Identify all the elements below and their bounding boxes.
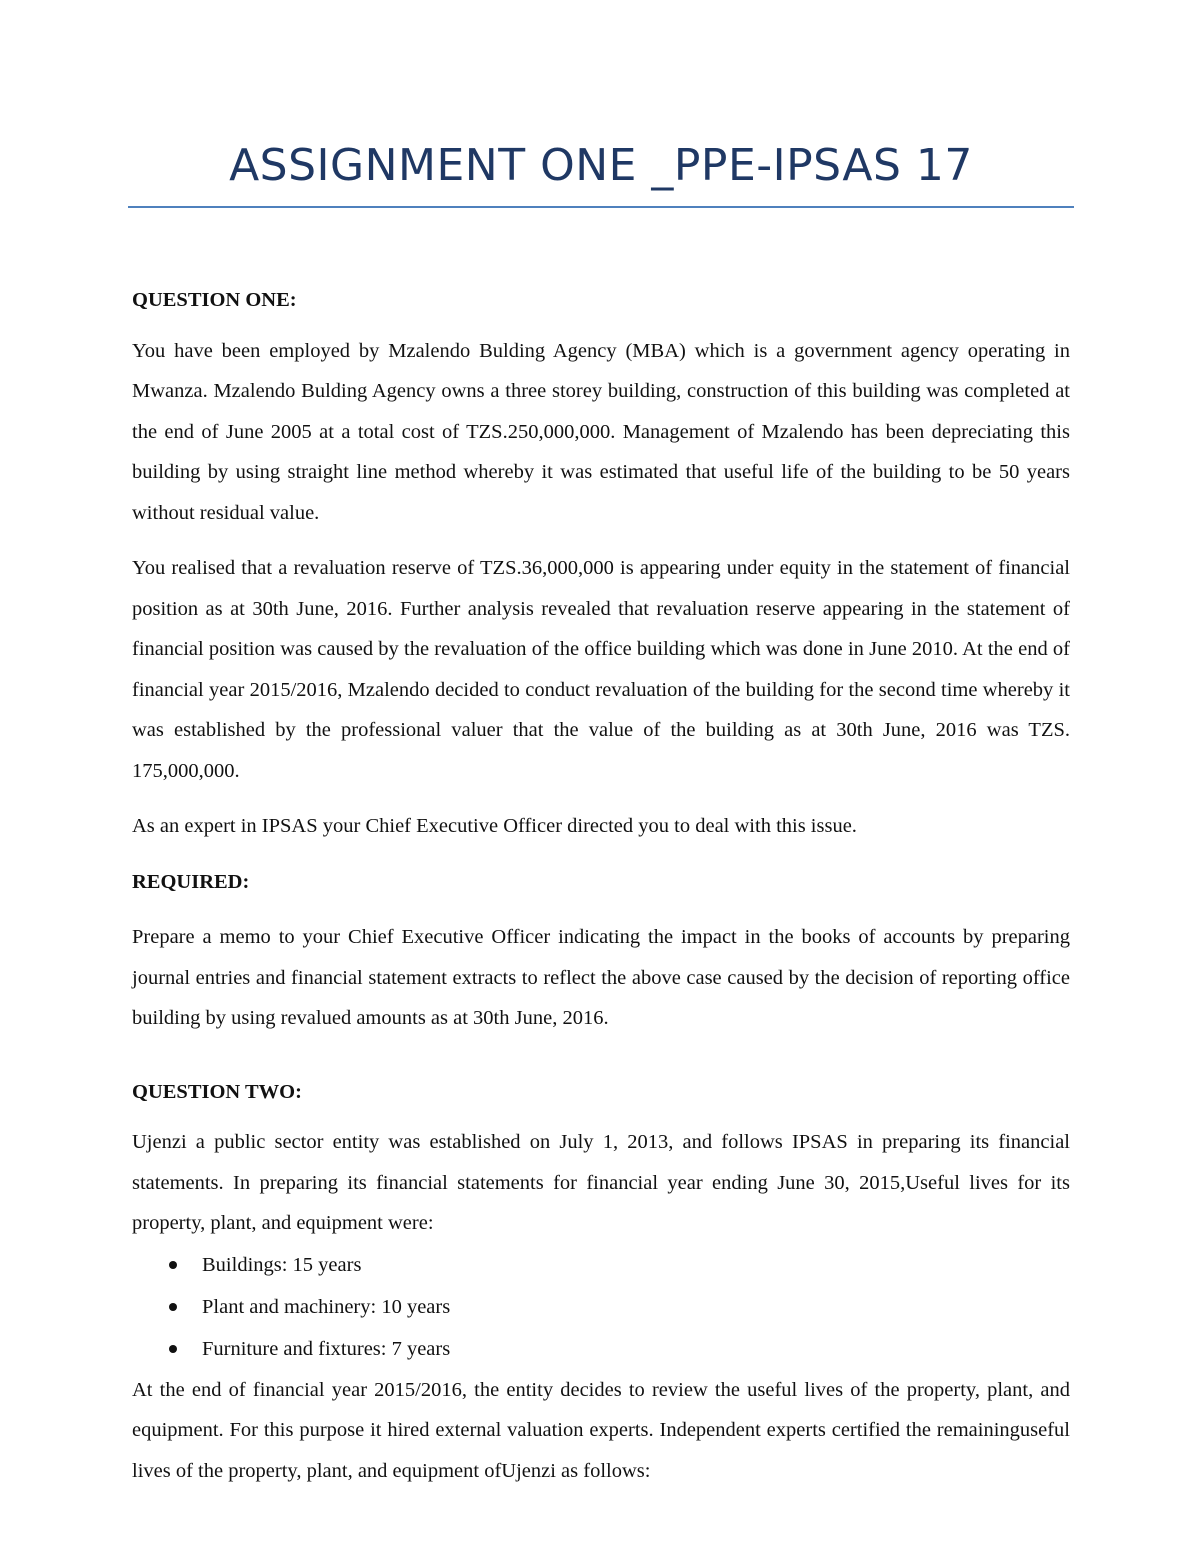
question-one-paragraph-2: You realised that a revaluation reserve of TZS.36,000,000 is appearing under equity in the statement of financial position as at 30th June, 2016. Further analysis revealed that revaluation reserve appearing in the statement of financial position was caused by the revaluation of the office building which was done in June 2010. At the end of financial year 2015/2016, Mzalendo decided to conduct revaluation of the building for the second time whereby it was established by the professional valuer that the value of the building as at 30th June, 2016 was TZS. 175,000,000. [132,557,1070,782]
bullet-icon [169,1345,177,1353]
required-heading: REQUIRED: [132,870,250,893]
question-one-paragraph-3: As an expert in IPSAS your Chief Executive Officer directed you to deal with this issue. [132,815,857,837]
useful-lives-list [132,1244,1070,1370]
list-item: Furniture and fixtures: 7 years [132,1328,1070,1370]
list-item: Buildings: 15 years [132,1244,1070,1286]
document-body [132,280,1070,1491]
document-title: ASSIGNMENT ONE _PPE-IPSAS 17 [229,140,973,191]
bullet-icon [169,1261,177,1269]
question-two-heading: QUESTION TWO: [132,1080,302,1103]
question-one-heading: QUESTION ONE: [132,289,297,311]
required-text: Prepare a memo to your Chief Executive Officer indicating the impact in the books of accounts by preparing journal entries and financial statement extracts to reflect the above case caused by the decision of reporting office building by using revalued amounts as at 30th June, 2016. [132,926,1070,1029]
question-one-paragraph-1: You have been employed by Mzalendo Bulding Agency (MBA) which is a government agency operating in Mwanza. Mzalendo Bulding Agency owns a three storey building, construction of this building was completed at the end of June 2005 at a total cost of TZS.250,000,000. Management of Mzalendo has been depreciating this building by using straight line method whereby it was estimated that useful life of the building to be 50 years without residual value. [132,339,1070,524]
title-underline [128,206,1074,208]
question-two-closing: At the end of financial year 2015/2016, the entity decides to review the useful lives of the property, plant, and equipment. For this purpose it hired external valuation experts. Independent experts certified the remaininguseful lives of the property, plant, and equipment ofUjenzi as follows: [132,1378,1070,1482]
question-two-intro: Ujenzi a public sector entity was established on July 1, 2013, and follows IPSAS in preparing its financial statements. In preparing its financial statements for financial year ending June 30, 2015,Useful lives for its property, plant, and equipment were: [132,1131,1070,1234]
bullet-icon [169,1303,177,1311]
list-item: Plant and machinery: 10 years [132,1286,1070,1328]
